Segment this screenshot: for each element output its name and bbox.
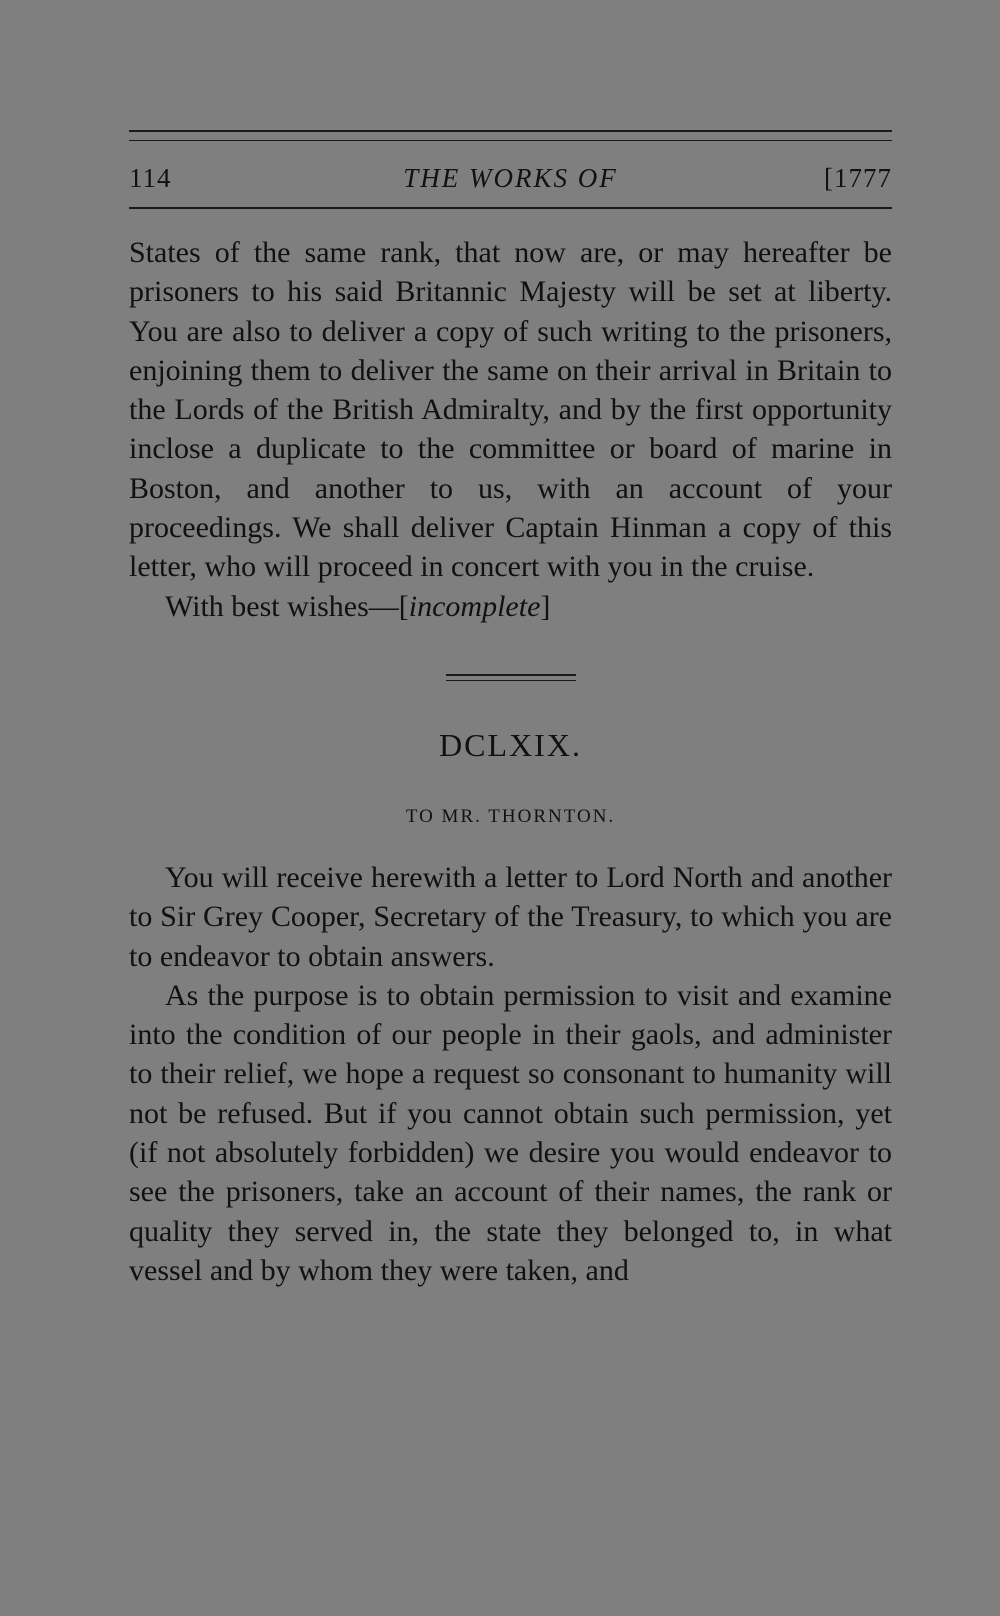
letter-body <box>129 858 892 1290</box>
body-text <box>129 233 892 587</box>
letter-addressee: TO MR. THORNTON. <box>405 805 616 827</box>
section-divider <box>446 674 576 681</box>
section-number: DCLXIX. <box>439 726 582 763</box>
closing-line <box>129 587 892 626</box>
running-year: [1777 <box>824 163 892 193</box>
header-rule <box>129 207 892 209</box>
letter-paragraph: You will receive herewith a letter to Lord North and another to Sir Grey Cooper, Secretary of the Treasury, to which you are to endeavor to obtain answers. <box>129 860 892 973</box>
running-header <box>129 163 892 197</box>
page-number: 114 <box>129 163 172 193</box>
editorial-bracket-open: [ <box>398 589 409 623</box>
top-double-rule <box>129 130 892 141</box>
continued-paragraph: States of the same rank, that now are, or may hereafter be prisoners to his said Britannic Majesty will be set at liberty. You are also to deliver a copy of such writing to the prisoners, enjoining them to deliver the same on their arrival in Britain to the Lords of the British Admiralty, and by the first opportunity inclose a duplicate to the committee or board of marine in Boston, and another to us, with an account of your proceedings. We shall deliver Captain Hinman a copy of this letter, who will proceed in concert with you in the cruise. <box>129 236 892 584</box>
closing-text: With best wishes— <box>165 589 399 623</box>
editorial-bracket-close: ] <box>540 589 551 623</box>
editorial-note: incomplete <box>408 589 541 623</box>
running-title: THE WORKS OF <box>403 163 618 193</box>
letter-paragraph: As the purpose is to obtain permission to visit and examine into the condition of our people in their gaols, and administer to their relief, we hope a request so consonant to humanity will not be refused. But if you cannot obtain such permission, yet (if not absolutely forbidden) we desire you would endeavor to see the prisoners, take an account of their names, the rank or quality they served in, the state they belonged to, in what vessel and by whom they were taken, and <box>129 978 892 1287</box>
book-page <box>129 130 892 1290</box>
